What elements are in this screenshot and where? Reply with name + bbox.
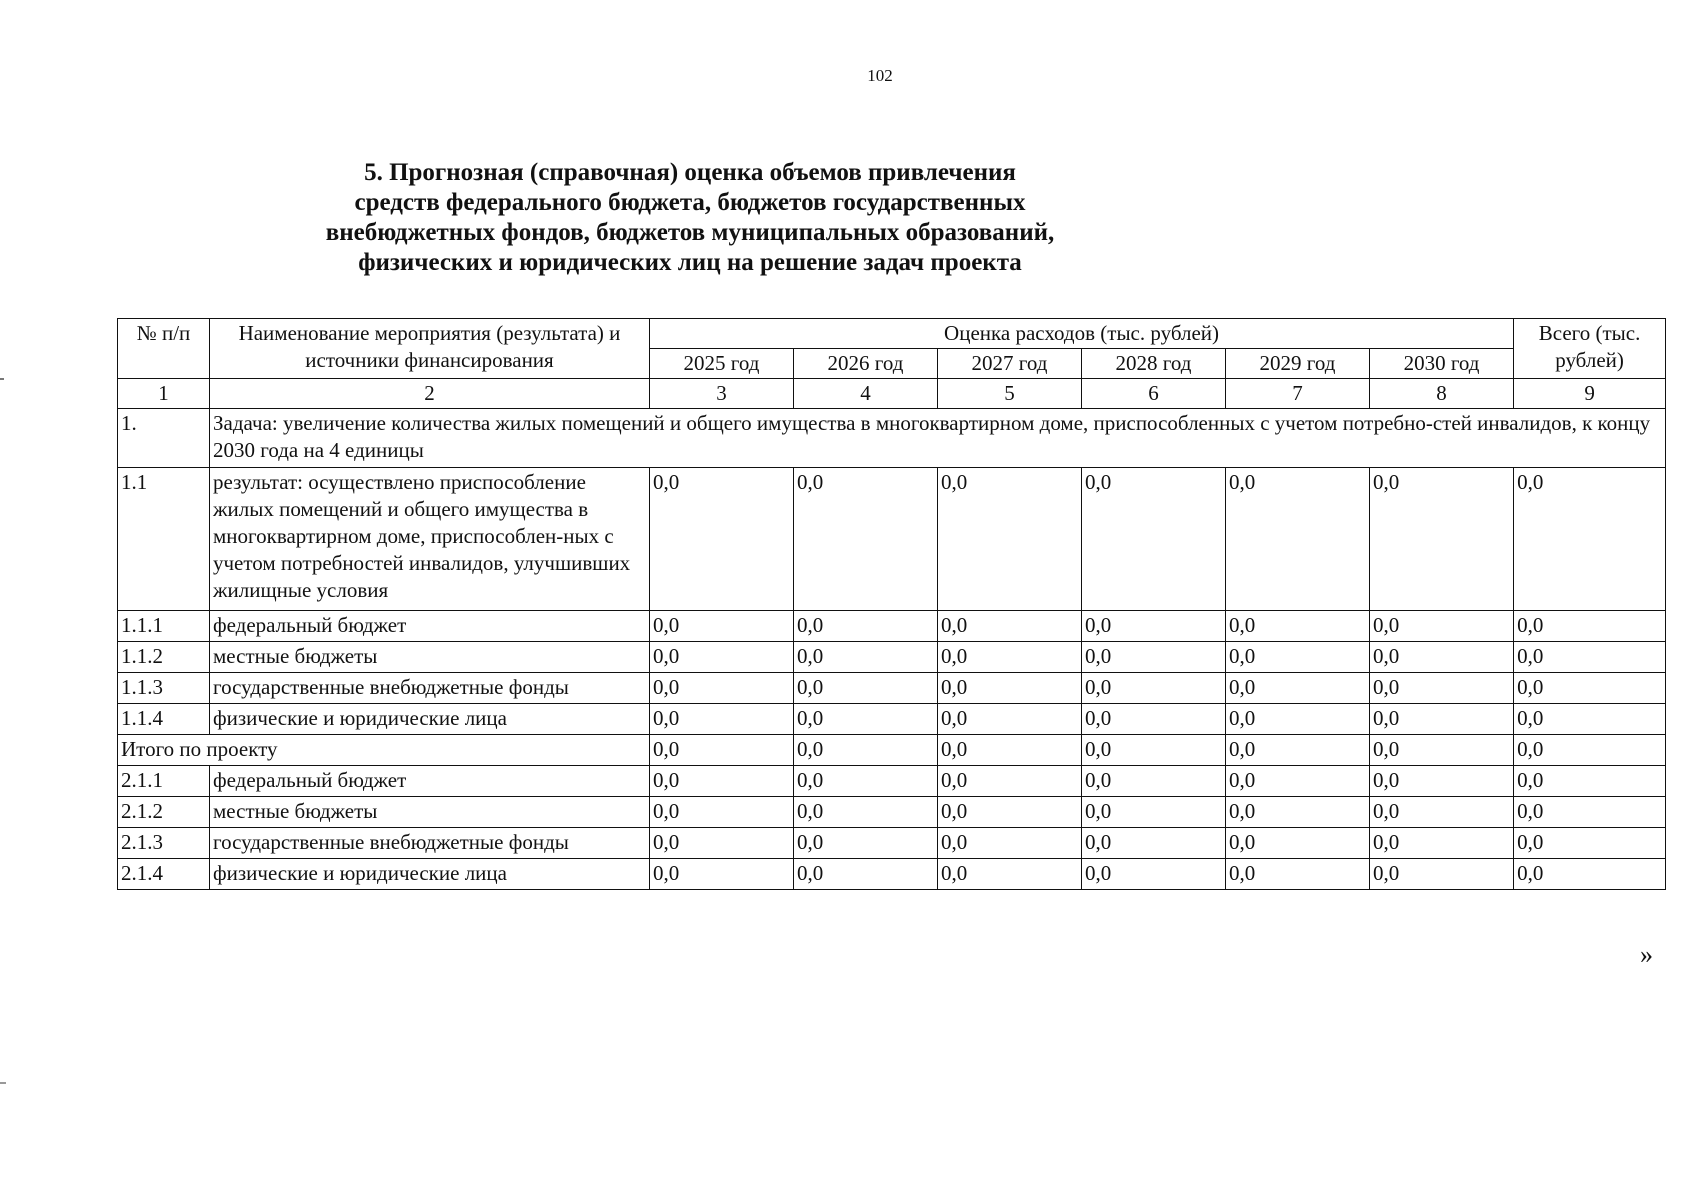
value-cell: 0,0 xyxy=(1226,642,1370,673)
value-cell: 0,0 xyxy=(1082,735,1226,766)
value-cell: 0,0 xyxy=(1514,704,1666,735)
value-cell: 0,0 xyxy=(794,642,938,673)
value-cell: 0,0 xyxy=(1226,611,1370,642)
value-cell: 0,0 xyxy=(1370,468,1514,611)
value-cell: 0,0 xyxy=(794,673,938,704)
value-cell: 0,0 xyxy=(650,704,794,735)
column-number: 3 xyxy=(650,379,794,409)
value-cell: 0,0 xyxy=(794,766,938,797)
value-cell: 0,0 xyxy=(1370,673,1514,704)
value-cell: 0,0 xyxy=(1082,642,1226,673)
value-cell: 0,0 xyxy=(1082,611,1226,642)
value-cell: 0,0 xyxy=(1370,797,1514,828)
value-cell: 0,0 xyxy=(650,611,794,642)
value-cell: 0,0 xyxy=(938,797,1082,828)
value-cell: 0,0 xyxy=(1226,766,1370,797)
header-year: 2027 год xyxy=(938,349,1082,379)
column-number: 1 xyxy=(118,379,210,409)
section-title xyxy=(300,158,1080,278)
row-name: физические и юридические лица xyxy=(210,859,650,890)
row-num: 1.1.4 xyxy=(118,704,210,735)
value-cell: 0,0 xyxy=(1370,611,1514,642)
header-num: № п/п xyxy=(118,319,210,379)
row-num: 1. xyxy=(118,409,210,468)
row-name: местные бюджеты xyxy=(210,642,650,673)
row-name: государственные внебюджетные фонды xyxy=(210,828,650,859)
row-num: 2.1.4 xyxy=(118,859,210,890)
row-num: 1.1.1 xyxy=(118,611,210,642)
scan-edge-mark xyxy=(0,378,4,380)
value-cell: 0,0 xyxy=(938,766,1082,797)
row-num: 2.1.1 xyxy=(118,766,210,797)
value-cell: 0,0 xyxy=(938,673,1082,704)
header-year: 2029 год xyxy=(1226,349,1370,379)
value-cell: 0,0 xyxy=(794,828,938,859)
value-cell: 0,0 xyxy=(938,642,1082,673)
table-row xyxy=(118,642,1666,673)
header-year: 2030 год xyxy=(1370,349,1514,379)
result-row xyxy=(118,468,1666,611)
budget-table xyxy=(117,318,1666,890)
column-number: 8 xyxy=(1370,379,1514,409)
title-line: средств федерального бюджета, бюджетов государственных xyxy=(354,189,1026,216)
row-name: физические и юридические лица xyxy=(210,704,650,735)
value-cell: 0,0 xyxy=(1514,468,1666,611)
value-cell: 0,0 xyxy=(938,468,1082,611)
value-cell: 0,0 xyxy=(1370,766,1514,797)
header-total: Всего (тыс. рублей) xyxy=(1514,319,1666,379)
total-label: Итого по проекту xyxy=(118,735,650,766)
table-row xyxy=(118,611,1666,642)
value-cell: 0,0 xyxy=(1082,673,1226,704)
header-name: Наименование мероприятия (результата) и источники финансирования xyxy=(210,319,650,379)
value-cell: 0,0 xyxy=(1226,828,1370,859)
value-cell: 0,0 xyxy=(650,828,794,859)
value-cell: 0,0 xyxy=(650,859,794,890)
value-cell: 0,0 xyxy=(650,797,794,828)
value-cell: 0,0 xyxy=(794,704,938,735)
value-cell: 0,0 xyxy=(794,611,938,642)
row-num: 1.1.2 xyxy=(118,642,210,673)
value-cell: 0,0 xyxy=(794,859,938,890)
value-cell: 0,0 xyxy=(1514,828,1666,859)
value-cell: 0,0 xyxy=(938,828,1082,859)
result-text: результат: осуществлено приспособление жилых помещений и общего имущества в многоквартирном доме, приспособлен-ных с учетом потребностей инвалидов, улучшивших жилищные условия xyxy=(210,468,650,611)
title-line: внебюджетных фондов, бюджетов муниципальных образований, xyxy=(325,219,1055,246)
task-row xyxy=(118,409,1666,468)
row-name: федеральный бюджет xyxy=(210,766,650,797)
column-number: 6 xyxy=(1082,379,1226,409)
value-cell: 0,0 xyxy=(1370,642,1514,673)
row-name: местные бюджеты xyxy=(210,797,650,828)
value-cell: 0,0 xyxy=(938,611,1082,642)
table-row xyxy=(118,673,1666,704)
page-number: 102 xyxy=(867,66,893,85)
value-cell: 0,0 xyxy=(1082,828,1226,859)
value-cell: 0,0 xyxy=(794,797,938,828)
row-num: 2.1.3 xyxy=(118,828,210,859)
value-cell: 0,0 xyxy=(1082,704,1226,735)
value-cell: 0,0 xyxy=(1514,611,1666,642)
value-cell: 0,0 xyxy=(1082,859,1226,890)
value-cell: 0,0 xyxy=(1370,828,1514,859)
column-number: 2 xyxy=(210,379,650,409)
header-year: 2026 год xyxy=(794,349,938,379)
column-number: 7 xyxy=(1226,379,1370,409)
value-cell: 0,0 xyxy=(938,704,1082,735)
row-num: 1.1.3 xyxy=(118,673,210,704)
value-cell: 0,0 xyxy=(938,735,1082,766)
value-cell: 0,0 xyxy=(1226,735,1370,766)
value-cell: 0,0 xyxy=(1514,859,1666,890)
value-cell: 0,0 xyxy=(1370,704,1514,735)
value-cell: 0,0 xyxy=(1226,859,1370,890)
value-cell: 0,0 xyxy=(1226,704,1370,735)
table-row xyxy=(118,766,1666,797)
value-cell: 0,0 xyxy=(1514,797,1666,828)
value-cell: 0,0 xyxy=(1514,673,1666,704)
value-cell: 0,0 xyxy=(1370,859,1514,890)
value-cell: 0,0 xyxy=(1514,766,1666,797)
column-number: 9 xyxy=(1514,379,1666,409)
value-cell: 0,0 xyxy=(794,735,938,766)
table-row xyxy=(118,797,1666,828)
value-cell: 0,0 xyxy=(650,673,794,704)
value-cell: 0,0 xyxy=(1370,735,1514,766)
header-estimate: Оценка расходов (тыс. рублей) xyxy=(650,319,1514,349)
header-year: 2025 год xyxy=(650,349,794,379)
column-number: 5 xyxy=(938,379,1082,409)
value-cell: 0,0 xyxy=(1226,797,1370,828)
row-num: 1.1 xyxy=(118,468,210,611)
value-cell: 0,0 xyxy=(1082,797,1226,828)
value-cell: 0,0 xyxy=(650,766,794,797)
closing-quote-mark: » xyxy=(1640,940,1653,969)
value-cell: 0,0 xyxy=(1082,468,1226,611)
value-cell: 0,0 xyxy=(650,468,794,611)
scan-edge-mark xyxy=(0,1082,6,1084)
value-cell: 0,0 xyxy=(1226,673,1370,704)
table-row xyxy=(118,859,1666,890)
column-number: 4 xyxy=(794,379,938,409)
title-line: физических и юридических лиц на решение задач проекта xyxy=(358,249,1022,276)
value-cell: 0,0 xyxy=(1082,766,1226,797)
value-cell: 0,0 xyxy=(794,468,938,611)
title-line: 5. Прогнозная (справочная) оценка объемов привлечения xyxy=(364,159,1016,186)
row-name: государственные внебюджетные фонды xyxy=(210,673,650,704)
row-name: федеральный бюджет xyxy=(210,611,650,642)
total-row xyxy=(118,735,1666,766)
task-text: Задача: увеличение количества жилых помещений и общего имущества в многоквартирном доме, приспособленных с учетом потребно-стей инвалидов, к концу 2030 года на 4 единицы xyxy=(210,409,1666,468)
value-cell: 0,0 xyxy=(938,859,1082,890)
value-cell: 0,0 xyxy=(1226,468,1370,611)
value-cell: 0,0 xyxy=(1514,735,1666,766)
value-cell: 0,0 xyxy=(650,735,794,766)
table-row xyxy=(118,828,1666,859)
table-row xyxy=(118,704,1666,735)
value-cell: 0,0 xyxy=(1514,642,1666,673)
value-cell: 0,0 xyxy=(650,642,794,673)
header-year: 2028 год xyxy=(1082,349,1226,379)
row-num: 2.1.2 xyxy=(118,797,210,828)
